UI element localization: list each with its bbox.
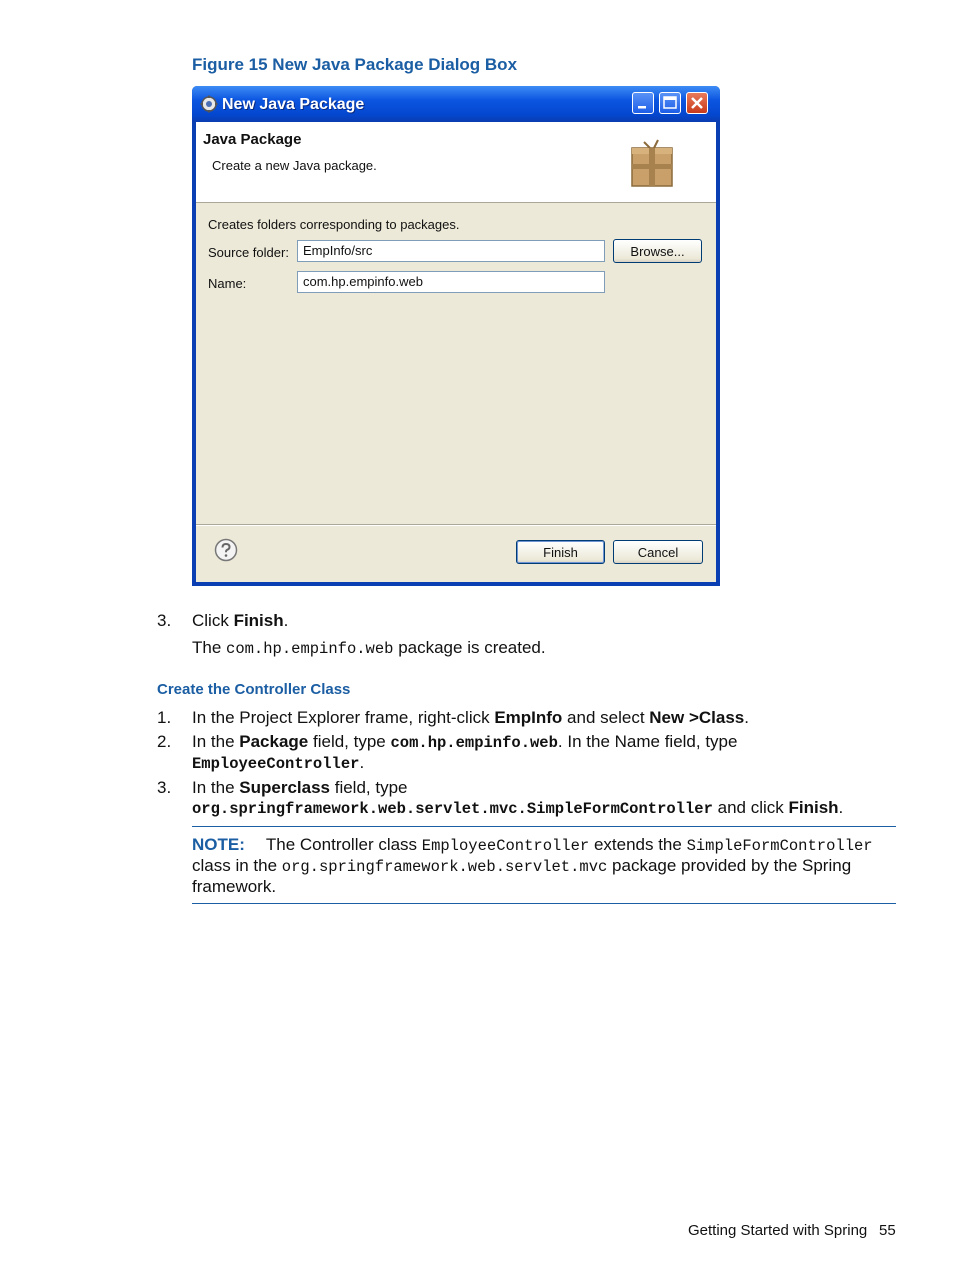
name-input[interactable]: com.hp.empinfo.web	[297, 271, 605, 293]
text-run: The	[192, 638, 227, 657]
note-text	[192, 835, 873, 855]
note-top-rule	[192, 826, 896, 827]
eclipse-gear-icon	[200, 95, 218, 113]
text-run: and click	[712, 798, 789, 817]
step-text-continued	[192, 753, 364, 773]
browse-button[interactable]: Browse...	[613, 239, 702, 263]
page-number: 55	[879, 1222, 896, 1239]
step-number: 2.	[157, 732, 172, 751]
dialog-banner	[196, 122, 716, 203]
bold-text: New >Class	[649, 708, 745, 727]
code-text: org.springframework.web.servlet.mvc.SimpleFormController	[192, 800, 713, 818]
note-label: NOTE:	[192, 835, 245, 854]
code-text: com.hp.empinfo.web	[390, 734, 558, 752]
text-run: field, type	[330, 778, 408, 797]
step-number: 3.	[157, 778, 172, 797]
text-run: In the	[192, 778, 240, 797]
maximize-icon	[660, 93, 680, 113]
step-text	[192, 732, 737, 752]
text-run: The Controller class	[265, 835, 422, 854]
bold-text: Finish	[233, 611, 284, 630]
dialog-client-area	[196, 122, 716, 582]
code-text: SimpleFormController	[686, 837, 873, 855]
text-run: package is created.	[393, 638, 546, 657]
note-text-continued: framework.	[192, 877, 277, 896]
text-run: .	[283, 611, 289, 630]
text-run: In the	[192, 732, 240, 751]
text-run: package provided by the Spring	[607, 856, 852, 875]
maximize-button[interactable]	[659, 92, 681, 114]
minimize-icon	[633, 93, 653, 113]
figure-caption: Figure 15 New Java Package Dialog Box	[192, 55, 518, 74]
note-bottom-rule	[192, 903, 896, 904]
close-button[interactable]	[686, 92, 708, 114]
step-number: 3.	[157, 611, 172, 630]
text-run: class in the	[192, 856, 282, 875]
source-folder-label: Source folder:	[208, 245, 289, 260]
text-run: .	[359, 753, 365, 772]
finish-button[interactable]: Finish	[516, 540, 605, 564]
code-text: com.hp.empinfo.web	[226, 640, 394, 658]
step-text	[192, 708, 749, 728]
package-icon	[624, 134, 680, 190]
bold-text: Package	[239, 732, 309, 751]
dialog-titlebar[interactable]	[192, 86, 720, 122]
step-number: 1.	[157, 708, 172, 727]
bold-text: Finish	[788, 798, 839, 817]
bold-text: Superclass	[239, 778, 330, 797]
dialog-title: New Java Package	[222, 96, 365, 113]
dialog-separator	[196, 524, 716, 526]
code-text: org.springframework.web.servlet.mvc	[281, 858, 608, 876]
text-run: . In the Name field, type	[557, 732, 738, 751]
text-run: field, type	[308, 732, 391, 751]
step-text	[192, 611, 288, 631]
text-run: In the Project Explorer frame, right-click	[192, 708, 495, 727]
source-folder-input[interactable]: EmpInfo/src	[297, 240, 605, 262]
text-run: and select	[562, 708, 650, 727]
banner-description: Create a new Java package.	[212, 158, 377, 173]
section-heading: Create the Controller Class	[157, 681, 351, 698]
name-label: Name:	[208, 276, 247, 291]
text-run: extends the	[589, 835, 687, 854]
step-result-text	[192, 638, 546, 658]
help-icon[interactable]	[214, 538, 238, 562]
info-text: Creates folders corresponding to packages.	[208, 217, 460, 232]
minimize-button[interactable]	[632, 92, 654, 114]
close-icon	[687, 93, 707, 113]
new-java-package-dialog	[192, 86, 720, 586]
code-text: EmployeeController	[192, 755, 360, 773]
cancel-button[interactable]: Cancel	[613, 540, 703, 564]
step-text-continued	[192, 798, 843, 818]
footer-section-title: Getting Started with Spring	[688, 1222, 868, 1239]
step-text	[192, 778, 408, 798]
banner-title: Java Package	[203, 131, 302, 148]
text-run: .	[744, 708, 749, 727]
text-run: .	[838, 798, 844, 817]
text-run: Click	[192, 611, 234, 630]
note-text-continued	[192, 856, 851, 876]
bold-text: EmpInfo	[494, 708, 563, 727]
code-text: EmployeeController	[421, 837, 590, 855]
